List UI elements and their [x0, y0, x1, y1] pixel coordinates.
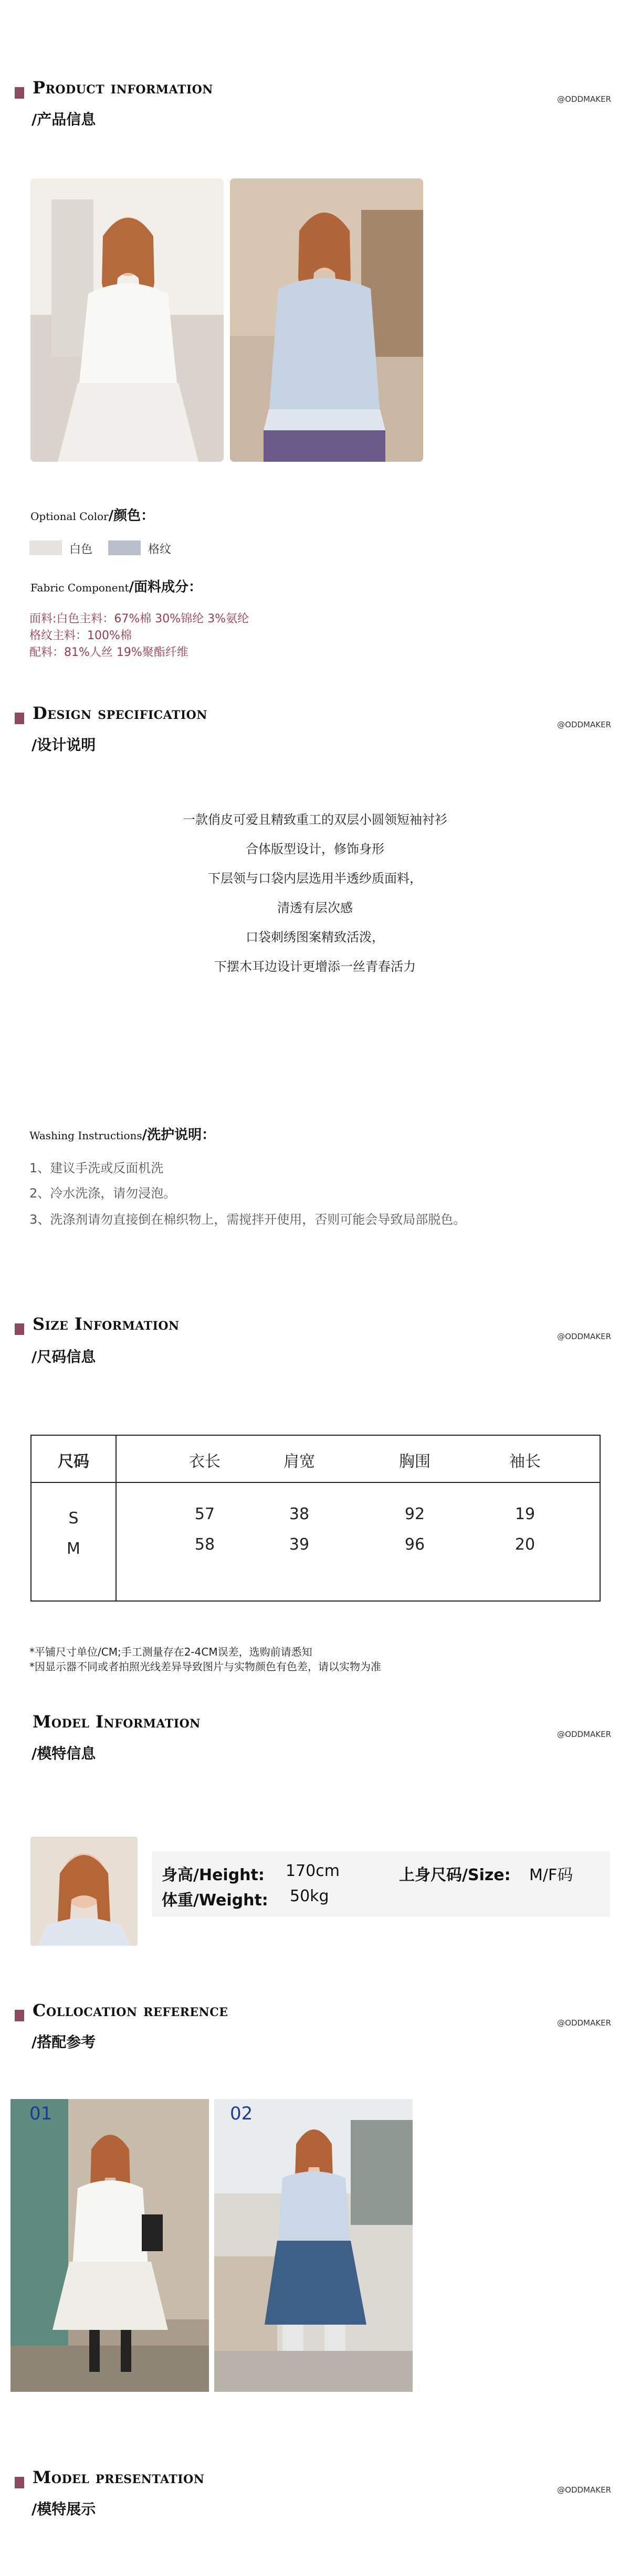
size-subtitle: /尺码信息 — [32, 1348, 96, 1365]
size-title: Size Information — [33, 1314, 180, 1334]
design-line: 口袋刺绣图案精致活泼， — [246, 930, 384, 945]
product-photo-white — [30, 178, 224, 462]
size-header-cell: 袖长 — [509, 1453, 541, 1471]
optional-color-en: Optional Color — [30, 510, 109, 523]
washing-cn: /洗护说明： — [142, 1127, 216, 1143]
fabric-line: 格纹主料：100%棉 — [29, 629, 132, 642]
height-label: 身高/Height: — [162, 1866, 265, 1884]
optional-color-cn: /颜色： — [108, 508, 155, 524]
section-marker — [15, 2477, 24, 2488]
section-marker — [15, 1323, 24, 1335]
presentation-title: Model presentation — [33, 2467, 205, 2487]
section-marker — [15, 713, 24, 724]
size-cell: 57 — [194, 1505, 215, 1523]
model-info-title: Model Information — [33, 1712, 201, 1732]
weight-label: 体重/Weight: — [162, 1891, 268, 1910]
size-cell: 96 — [404, 1535, 425, 1554]
color-swatch-white[interactable] — [29, 540, 62, 555]
product-info-title: Product information — [33, 78, 213, 98]
design-line: 合体版型设计，修饰身形 — [246, 842, 384, 856]
model-stats-box — [152, 1851, 610, 1916]
product-info-subtitle: /产品信息 — [32, 111, 96, 128]
washing-item: 1、建议手洗或反面机洗 — [29, 1161, 164, 1175]
washing-en: Washing Instructions — [29, 1129, 142, 1142]
table-header-divider — [32, 1482, 600, 1483]
optional-color-heading — [30, 505, 154, 524]
fabric-heading — [30, 576, 202, 596]
weight-value: 50kg — [290, 1887, 329, 1905]
size-row-label: M — [67, 1540, 80, 1558]
design-line: 一款俏皮可爱且精致重工的双层小圆领短袖衬衫 — [183, 812, 447, 827]
section-marker — [15, 2010, 24, 2021]
size-table — [30, 1435, 601, 1602]
size-label: 上身尺码/Size: — [399, 1866, 511, 1884]
section-marker — [15, 87, 24, 99]
fabric-en: Fabric Component — [30, 581, 129, 594]
washing-heading — [29, 1124, 215, 1143]
collocation-badge-2: 02 — [230, 2103, 253, 2124]
height-value: 170cm — [286, 1862, 340, 1880]
washing-item: 3、洗涤剂请勿直接倒在棉织物上，需搅拌开使用，否则可能会导致局部脱色。 — [29, 1212, 466, 1227]
collocation-title: Collocation reference — [33, 2000, 228, 2020]
brand-label: @ODDMAKER — [557, 1332, 611, 1341]
product-photo-plaid — [230, 178, 423, 462]
design-line: 下层领与口袋内层选用半透纱质面料， — [208, 871, 422, 886]
collocation-subtitle: /搭配参考 — [32, 2033, 96, 2051]
table-column-divider — [116, 1436, 117, 1600]
fabric-cn: /面料成分： — [129, 579, 203, 595]
fabric-line: 面料:白色主料：67%棉 30%锦纶 3%氨纶 — [29, 612, 249, 626]
brand-label: @ODDMAKER — [557, 1730, 611, 1739]
model-info-subtitle: /模特信息 — [32, 1745, 96, 1762]
collocation-photo-1 — [10, 2099, 209, 2392]
washing-item: 2、冷水洗涤，请勿浸泡。 — [29, 1186, 176, 1201]
presentation-subtitle: /模特展示 — [32, 2500, 96, 2518]
size-note: *平铺尺寸单位/CM;手工测量存在2-4CM误差，选购前请悉知 — [29, 1646, 312, 1658]
brand-label: @ODDMAKER — [557, 720, 611, 729]
design-line: 下摆木耳边设计更增添一丝青春活力 — [214, 959, 416, 974]
fabric-line: 配料：81%人丝 19%聚酯纤维 — [29, 646, 188, 659]
model-avatar-photo — [30, 1837, 138, 1946]
brand-label: @ODDMAKER — [557, 2018, 611, 2028]
color-label-white: 白色 — [69, 543, 93, 556]
design-title: Design specification — [33, 703, 207, 723]
size-cell: 20 — [514, 1535, 536, 1554]
size-header-cell: 肩宽 — [284, 1453, 315, 1471]
design-line: 清透有层次感 — [277, 900, 353, 915]
collocation-badge-1: 01 — [29, 2103, 52, 2124]
brand-label: @ODDMAKER — [557, 2485, 611, 2495]
size-header-cell: 尺码 — [58, 1453, 89, 1471]
size-header-cell: 胸围 — [399, 1453, 430, 1471]
size-cell: 39 — [289, 1535, 310, 1554]
color-label-plaid: 格纹 — [148, 543, 172, 556]
color-swatch-plaid[interactable] — [108, 540, 141, 555]
size-cell: 58 — [194, 1535, 215, 1554]
collocation-photo-2 — [214, 2099, 413, 2392]
size-cell: 38 — [289, 1505, 310, 1523]
size-row-label: S — [68, 1509, 79, 1528]
size-header-cell: 衣长 — [189, 1453, 220, 1471]
size-cell: 92 — [404, 1505, 425, 1523]
design-subtitle: /设计说明 — [32, 736, 96, 754]
size-cell: 19 — [514, 1505, 536, 1523]
size-value: M/F码 — [529, 1866, 573, 1884]
brand-label: @ODDMAKER — [557, 94, 611, 104]
size-note: *因显示器不同或者拍照光线差异导致图片与实物颜色有色差，请以实物为准 — [29, 1660, 381, 1673]
